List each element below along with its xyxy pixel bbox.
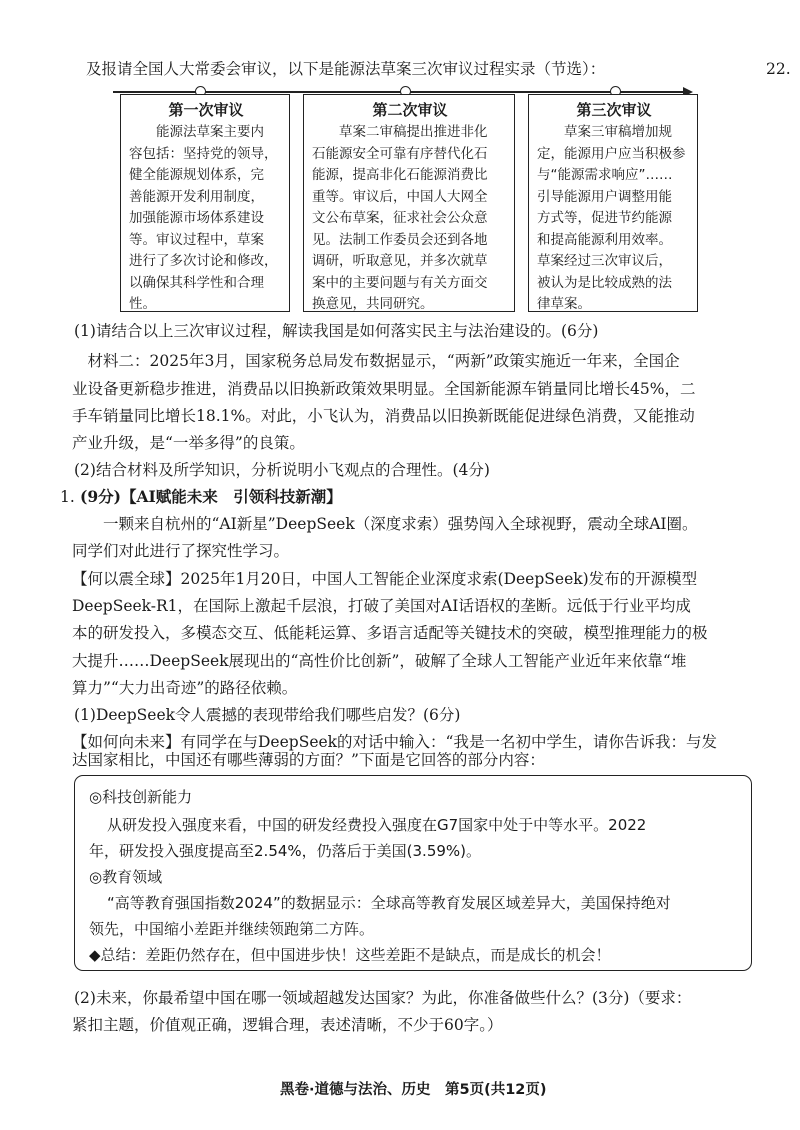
review-text-line: 方式等，促进节约能源: [537, 210, 672, 226]
material-2-line: 产业升级，是“一举多得”的良策。: [72, 434, 305, 452]
review-text-line: 引导能源用户调整用能: [537, 188, 672, 205]
section-title: ◎科技创新能力: [89, 788, 193, 806]
review-title: 第三次审议: [576, 101, 652, 119]
q21-shock-line: 算力”“大力出奇迹”的路径依赖。: [72, 679, 298, 697]
section-title: ◎教育领域: [89, 868, 163, 886]
q21-shock-line: 大提升……DeepSeek展现出的“高性价比创新”，破解了全球人工智能产业近年来依靠“堆: [72, 652, 687, 670]
section-line: 年，研发投入强度提高至2.54%，仍落后于美国(3.59%)。: [89, 842, 482, 860]
q21-intro-line: 一颗来自杭州的“AI新星”DeepSeek（深度求索）强势闯入全球视野，震动全球AI圈。: [72, 515, 698, 533]
question-1: (1)请结合以上三次审议过程，解读我国是如何落实民主与法治建设的。(6分): [74, 322, 599, 340]
material-2-line: 业设备更新稳步推进，消费品以旧换新政策效果明显。全国新能源车销量同比增长45%，二: [72, 380, 696, 398]
review-text-line: 等。审议过程中，草案: [129, 231, 264, 248]
review-text-line: 性。: [129, 296, 156, 312]
ai-answer-box: [74, 775, 752, 971]
review-text-line: 换意见，共同研究。: [312, 296, 434, 312]
review-text-line: 调研，听取意见，并多次就草: [312, 253, 488, 269]
review-text-line: 见。法制工作委员会还到各地: [312, 231, 488, 248]
q21-shock-line: 本的研发投入，多模态交互、低能耗运算、多语言适配等关键技术的突破，模型推理能力的极: [72, 624, 708, 642]
q21-shock-line: DeepSeek-R1，在国际上激起千层浪，打破了美国对AI话语权的垄断。远低于行业平均成: [72, 597, 691, 615]
review-title: 第一次审议: [168, 101, 244, 119]
q21-question-1: (1)DeepSeek令人震撼的表现带给我们哪些启发？(6分): [74, 706, 461, 724]
review-text-line: 能源法草案主要内: [129, 124, 264, 140]
section-line: 领先，中国缩小差距并继续领跑第二方阵。: [89, 920, 375, 938]
section-line: “高等教育强国指数2024”的数据显示：全球高等教育发展区域差异大，美国保持绝对: [107, 894, 671, 912]
q21-question-2-line: 紧扣主题，价值观正确，逻辑合理，表述清晰，不少于60字。）: [72, 1016, 503, 1034]
review-box-first: [120, 94, 290, 312]
review-text-line: 草案二审稿提出推进非化: [312, 124, 488, 140]
review-text-line: 案中的主要问题与有关方面交: [312, 274, 488, 291]
review-text-line: 和提高能源利用效率。: [537, 231, 672, 248]
review-text-line: 与“能源需求响应”……: [537, 167, 673, 183]
material-2-line: 手车销量同比增长18.1%。对此，小飞认为，消费品以旧换新既能促进绿色消费，又能推动: [72, 407, 695, 425]
review-text-line: 加强能源市场体系建设: [129, 210, 264, 226]
q21-question-2-line: (2)未来，你最希望中国在哪一领域超越发达国家？为此，你准备做些什么？(3分)（要求：: [74, 989, 692, 1007]
review-text-line: 能源，提高非化石能源消费比: [312, 167, 488, 183]
review-text-line: 以确保其科学性和合理: [129, 274, 264, 291]
review-box-second: [303, 94, 515, 312]
review-title: 第二次审议: [372, 101, 448, 119]
intro-line: 及报请全国人大常委会审议，以下是能源法草案三次审议过程实录（节选）：: [86, 60, 606, 78]
question-21-header: (9分)【AI赋能未来 引领科技新潮】: [80, 487, 342, 506]
review-text-line: 律草案。: [537, 296, 591, 312]
q21-intro-line: 同学们对此进行了探究性学习。: [72, 542, 290, 560]
review-box-third: [528, 94, 698, 312]
summary-line: ◆总结：差距仍然存在，但中国进步快！这些差距不是缺点，而是成长的机会！: [89, 946, 611, 964]
page-corner-number: 22.: [766, 60, 791, 78]
page-footer: 黑卷·道德与法治、历史 第5页(共12页): [280, 1082, 547, 1098]
q21-future-line: 达国家相比，中国还有哪些薄弱的方面？”下面是它回答的部分内容：: [72, 751, 545, 769]
review-text-line: 容包括：坚持党的领导，: [129, 145, 278, 162]
review-text-line: 进行了多次讨论和修改，: [129, 253, 278, 269]
question-2: (2)结合材料及所学知识，分析说明小飞观点的合理性。(4分): [74, 461, 490, 479]
review-text-line: 重等。审议后，中国人大网全: [312, 188, 488, 205]
review-text-line: 定，能源用户应当积极参: [537, 145, 686, 162]
review-text-line: 草案经过三次审议后，: [537, 253, 672, 269]
review-text-line: 被认为是比较成熟的法: [537, 274, 672, 291]
review-text-line: 草案三审稿增加规: [537, 124, 672, 140]
material-2-line: 材料二：2025年3月，国家税务总局发布数据显示，“两新”政策实施近一年来，全国企: [72, 352, 680, 370]
review-text-line: 石能源安全可靠有序替代化石: [312, 145, 488, 162]
q21-shock-line: 【何以震全球】2025年1月20日，中国人工智能企业深度求索(DeepSeek)发布的开源模型: [72, 570, 698, 588]
question-number: 1.: [60, 488, 75, 506]
review-text-line: 文公布草案，征求社会公众意: [312, 210, 488, 226]
q21-future-line: 【如何向未来】有同学在与DeepSeek的对话中输入：“我是一名初中学生，请你告诉我：与发: [72, 733, 717, 751]
section-line: 从研发投入强度来看，中国的研发经费投入强度在G7国家中处于中等水平。2022: [107, 816, 647, 834]
review-text-line: 善能源开发利用制度，: [129, 188, 264, 205]
review-text-line: 健全能源规划体系，完: [129, 167, 264, 183]
